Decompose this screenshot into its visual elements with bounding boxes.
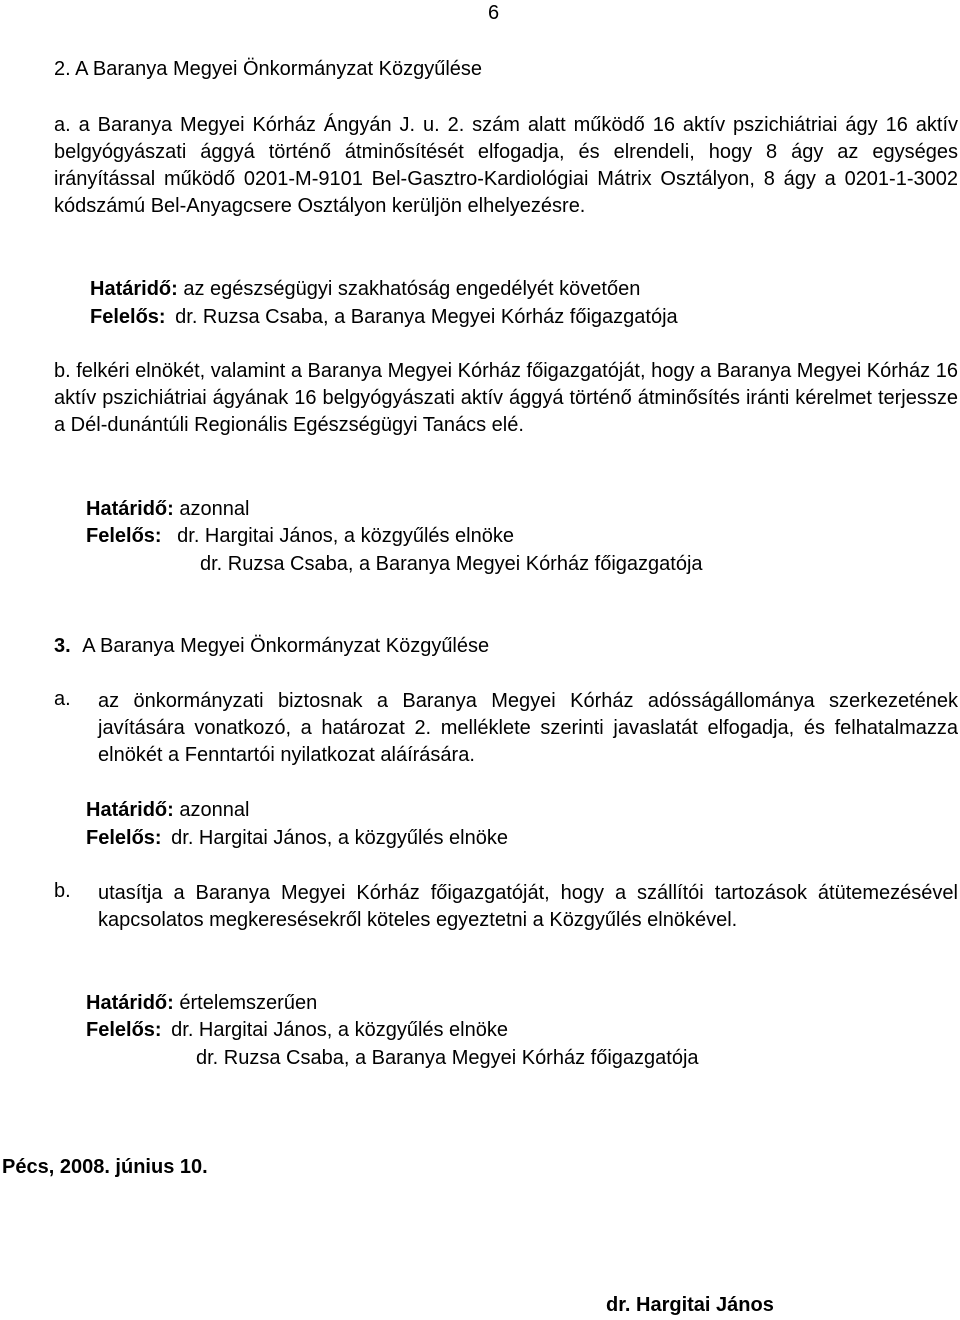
- deadline-label: Határidő:: [86, 799, 174, 821]
- section-3-number: 3.: [54, 635, 71, 657]
- responsible-label: Felelős:: [86, 1019, 162, 1041]
- section-3-item-a-responsible: [86, 825, 508, 852]
- deadline-label: Határidő:: [90, 278, 178, 300]
- section-2-item-b-text: b. felkéri elnökét, valamint a Baranya Megyei Kórház főigazgatóját, hogy a Baranya Megyei Kórház 16 aktív pszichiátriai ágyának 16 belgyógyászati aktív ággyá történő átminősítés iránti kérelmet terjessze a Dél-dunántúli Regionális Egészségügyi Tanács elé.: [54, 360, 958, 436]
- signatory-name: dr. Hargitai János: [606, 1294, 774, 1316]
- section-3-item-a-marker: a.: [54, 688, 71, 710]
- deadline-label: Határidő:: [86, 992, 174, 1014]
- section-2-heading: 2. A Baranya Megyei Önkormányzat Közgyűlése: [54, 58, 483, 80]
- deadline-value: azonnal: [179, 498, 250, 520]
- section-2-item-a-text: a. a Baranya Megyei Kórház Ángyán J. u. 2. szám alatt működő 16 aktív pszichiátriai ágy 16 aktív belgyógyászati ággyá történő átminősítését elfogadja, és elrendeli, hogy 8 ágy az egységes irányítással működő 0201-M-9101 Bel-Gasztro-Kardiológiai Mátrix Osztályon, 8 ágy a 0201-1-3002 kódszámú Bel-Anyagcsere Osztályon kerüljön elhelyezésre.: [54, 114, 958, 217]
- section-2-item-b-responsible: [86, 523, 514, 550]
- deadline-value: az egészségügyi szakhatóság engedélyét követően: [183, 278, 641, 300]
- section-3-item-b-responsible-2: dr. Ruzsa Csaba, a Baranya Megyei Kórház főigazgatója: [196, 1047, 699, 1069]
- section-2-item-b-deadline: [86, 496, 249, 523]
- deadline-value: értelemszerűen: [179, 992, 318, 1014]
- section-3-item-b-text: utasítja a Baranya Megyei Kórház főigazgatóját, hogy a szállítói tartozások átütemezésével kapcsolatos megkeresésekről köteles egyeztetni a Közgyűlés elnökével.: [98, 882, 958, 931]
- section-3-item-a-text: az önkormányzati biztosnak a Baranya Megyei Kórház adósságállománya szerkezetének javítására vonatkozó, a határozat 2. melléklete szerinti javaslatát elfogadja, és felhatalmazza elnökét a Fenntartói nyilatkozat aláírására.: [98, 690, 958, 766]
- section-2-item-a-responsible: [90, 304, 678, 331]
- section-3-heading: [54, 633, 489, 660]
- section-2-item-a-deadline: [90, 276, 640, 303]
- section-3-item-b-marker: b.: [54, 880, 71, 902]
- deadline-label: Határidő:: [86, 498, 174, 520]
- page-number: 6: [488, 2, 500, 24]
- responsible-label: Felelős:: [86, 827, 162, 849]
- section-3-title: A Baranya Megyei Önkormányzat Közgyűlése: [82, 635, 490, 657]
- section-3-item-b-deadline: [86, 990, 317, 1017]
- section-3-item-b-responsible: [86, 1017, 508, 1044]
- responsible-value-1: dr. Hargitai János, a közgyűlés elnöke: [177, 525, 514, 547]
- deadline-value: azonnal: [179, 799, 250, 821]
- responsible-value-1: dr. Hargitai János, a közgyűlés elnöke: [171, 1019, 508, 1041]
- place-date: Pécs, 2008. június 10.: [2, 1156, 208, 1178]
- responsible-label: Felelős:: [86, 525, 162, 547]
- responsible-value: dr. Ruzsa Csaba, a Baranya Megyei Kórház főigazgatója: [175, 306, 678, 328]
- responsible-label: Felelős:: [90, 306, 166, 328]
- section-2-item-b-responsible-2: dr. Ruzsa Csaba, a Baranya Megyei Kórház főigazgatója: [200, 553, 703, 575]
- section-3-item-a-deadline: [86, 797, 249, 824]
- responsible-value: dr. Hargitai János, a közgyűlés elnöke: [171, 827, 508, 849]
